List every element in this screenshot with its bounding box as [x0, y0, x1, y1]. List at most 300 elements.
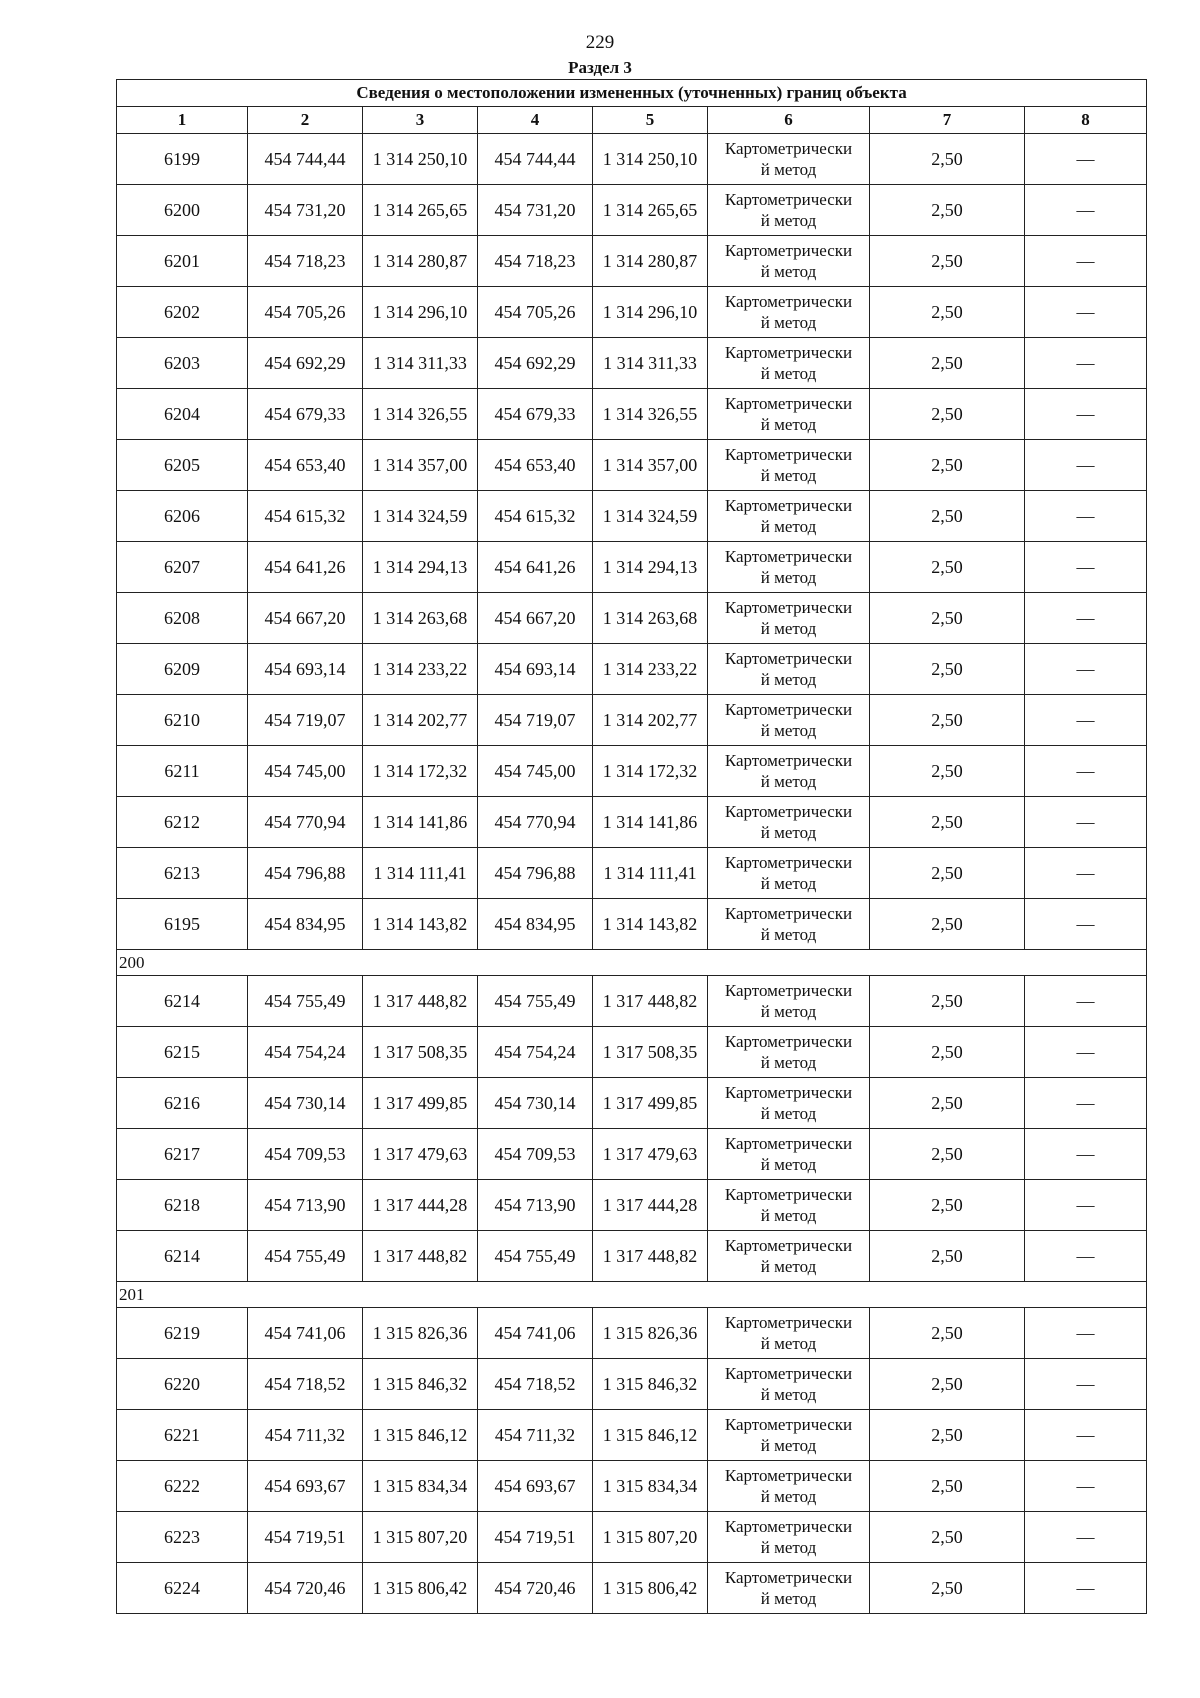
description-value: — [1025, 491, 1147, 542]
y-coordinate-refined: 1 314 324,59 [593, 491, 708, 542]
table-row [117, 797, 1147, 848]
method-line-2: й метод [760, 160, 817, 179]
x-coordinate-refined: 454 679,33 [478, 389, 593, 440]
point-number: 6212 [117, 797, 248, 848]
coordinates-table [116, 79, 1147, 1614]
x-coordinate-refined: 454 741,06 [478, 1308, 593, 1359]
y-coordinate-refined: 1 317 479,63 [593, 1129, 708, 1180]
table-row [117, 440, 1147, 491]
point-number: 6222 [117, 1461, 248, 1512]
accuracy-value: 2,50 [870, 644, 1025, 695]
point-number: 6216 [117, 1078, 248, 1129]
x-coordinate-refined: 454 693,14 [478, 644, 593, 695]
method-line-1: Картометрически [724, 343, 853, 362]
x-coordinate-existing: 454 615,32 [248, 491, 363, 542]
description-value: — [1025, 1231, 1147, 1282]
method-line-2: й метод [760, 823, 817, 842]
method-cell [708, 1231, 870, 1282]
x-coordinate-refined: 454 744,44 [478, 134, 593, 185]
y-coordinate-existing: 1 314 326,55 [363, 389, 478, 440]
description-value: — [1025, 899, 1147, 950]
description-value: — [1025, 389, 1147, 440]
description-value: — [1025, 976, 1147, 1027]
method-line-1: Картометрически [724, 853, 853, 872]
x-coordinate-refined: 454 719,07 [478, 695, 593, 746]
method-line-1: Картометрически [724, 1466, 853, 1485]
method-cell [708, 440, 870, 491]
y-coordinate-existing: 1 314 311,33 [363, 338, 478, 389]
method-line-1: Картометрически [724, 139, 853, 158]
table-body [117, 134, 1147, 1614]
point-number: 6202 [117, 287, 248, 338]
y-coordinate-existing: 1 317 444,28 [363, 1180, 478, 1231]
method-cell [708, 1078, 870, 1129]
x-coordinate-refined: 454 796,88 [478, 848, 593, 899]
method-line-1: Картометрически [724, 1134, 853, 1153]
description-value: — [1025, 1027, 1147, 1078]
method-line-2: й метод [760, 1155, 817, 1174]
accuracy-value: 2,50 [870, 1231, 1025, 1282]
method-cell [708, 593, 870, 644]
accuracy-value: 2,50 [870, 1512, 1025, 1563]
method-line-1: Картометрически [724, 1236, 853, 1255]
method-cell [708, 848, 870, 899]
method-line-2: й метод [760, 364, 817, 383]
accuracy-value: 2,50 [870, 1359, 1025, 1410]
method-line-2: й метод [760, 466, 817, 485]
y-coordinate-existing: 1 315 807,20 [363, 1512, 478, 1563]
point-number: 6224 [117, 1563, 248, 1614]
accuracy-value: 2,50 [870, 1180, 1025, 1231]
y-coordinate-refined: 1 317 448,82 [593, 976, 708, 1027]
x-coordinate-existing: 454 770,94 [248, 797, 363, 848]
accuracy-value: 2,50 [870, 134, 1025, 185]
accuracy-value: 2,50 [870, 976, 1025, 1027]
table-row [117, 695, 1147, 746]
method-line-1: Картометрически [724, 751, 853, 770]
method-line-2: й метод [760, 313, 817, 332]
x-coordinate-refined: 454 755,49 [478, 1231, 593, 1282]
y-coordinate-refined: 1 314 265,65 [593, 185, 708, 236]
point-number: 6219 [117, 1308, 248, 1359]
method-line-1: Картометрически [724, 496, 853, 515]
accuracy-value: 2,50 [870, 287, 1025, 338]
x-coordinate-existing: 454 754,24 [248, 1027, 363, 1078]
method-line-1: Картометрически [724, 292, 853, 311]
method-line-1: Картометрически [724, 649, 853, 668]
table-row [117, 848, 1147, 899]
y-coordinate-refined: 1 317 499,85 [593, 1078, 708, 1129]
point-number: 6214 [117, 1231, 248, 1282]
table-row [117, 185, 1147, 236]
accuracy-value: 2,50 [870, 848, 1025, 899]
description-value: — [1025, 848, 1147, 899]
method-cell [708, 1359, 870, 1410]
table-row [117, 746, 1147, 797]
method-cell [708, 389, 870, 440]
method-line-2: й метод [760, 874, 817, 893]
method-cell [708, 236, 870, 287]
method-line-2: й метод [760, 1589, 817, 1608]
method-line-1: Картометрически [724, 1517, 853, 1536]
y-coordinate-refined: 1 314 172,32 [593, 746, 708, 797]
y-coordinate-existing: 1 314 263,68 [363, 593, 478, 644]
y-coordinate-refined: 1 315 806,42 [593, 1563, 708, 1614]
method-line-2: й метод [760, 1538, 817, 1557]
column-header-2: 2 [248, 107, 363, 134]
point-number: 6204 [117, 389, 248, 440]
method-cell [708, 797, 870, 848]
point-number: 6221 [117, 1410, 248, 1461]
point-number: 6215 [117, 1027, 248, 1078]
table-row [117, 338, 1147, 389]
table-row [117, 593, 1147, 644]
point-number: 6195 [117, 899, 248, 950]
y-coordinate-existing: 1 314 280,87 [363, 236, 478, 287]
table-row [117, 542, 1147, 593]
y-coordinate-existing: 1 314 233,22 [363, 644, 478, 695]
x-coordinate-refined: 454 719,51 [478, 1512, 593, 1563]
method-line-1: Картометрически [724, 394, 853, 413]
method-line-1: Картометрически [724, 598, 853, 617]
y-coordinate-existing: 1 314 202,77 [363, 695, 478, 746]
page-number: 229 [585, 32, 615, 53]
method-cell [708, 695, 870, 746]
y-coordinate-refined: 1 314 111,41 [593, 848, 708, 899]
method-line-1: Картометрически [724, 1032, 853, 1051]
method-cell [708, 1308, 870, 1359]
method-line-1: Картометрически [724, 241, 853, 260]
method-line-2: й метод [760, 1487, 817, 1506]
table-caption: Сведения о местоположении измененных (уточненных) границ объекта [117, 80, 1147, 107]
method-line-2: й метод [760, 670, 817, 689]
table-row [117, 1359, 1147, 1410]
x-coordinate-existing: 454 667,20 [248, 593, 363, 644]
table-row [117, 1512, 1147, 1563]
x-coordinate-existing: 454 730,14 [248, 1078, 363, 1129]
y-coordinate-existing: 1 317 499,85 [363, 1078, 478, 1129]
table-row [117, 1461, 1147, 1512]
accuracy-value: 2,50 [870, 899, 1025, 950]
column-header-5: 5 [593, 107, 708, 134]
table-row [117, 389, 1147, 440]
description-value: — [1025, 746, 1147, 797]
method-cell [708, 644, 870, 695]
point-number: 6223 [117, 1512, 248, 1563]
y-coordinate-existing: 1 317 448,82 [363, 976, 478, 1027]
x-coordinate-refined: 454 755,49 [478, 976, 593, 1027]
group-header-row [117, 950, 1147, 976]
point-number: 6207 [117, 542, 248, 593]
y-coordinate-existing: 1 315 806,42 [363, 1563, 478, 1614]
accuracy-value: 2,50 [870, 593, 1025, 644]
x-coordinate-refined: 454 653,40 [478, 440, 593, 491]
x-coordinate-refined: 454 693,67 [478, 1461, 593, 1512]
description-value: — [1025, 236, 1147, 287]
table-caption-row [117, 80, 1147, 107]
method-line-2: й метод [760, 925, 817, 944]
table-row [117, 644, 1147, 695]
x-coordinate-refined: 454 615,32 [478, 491, 593, 542]
group-header-row [117, 1282, 1147, 1308]
y-coordinate-refined: 1 317 508,35 [593, 1027, 708, 1078]
x-coordinate-refined: 454 754,24 [478, 1027, 593, 1078]
x-coordinate-refined: 454 705,26 [478, 287, 593, 338]
y-coordinate-refined: 1 314 294,13 [593, 542, 708, 593]
y-coordinate-existing: 1 314 141,86 [363, 797, 478, 848]
table-row [117, 1078, 1147, 1129]
point-number: 6201 [117, 236, 248, 287]
y-coordinate-existing: 1 314 296,10 [363, 287, 478, 338]
point-number: 6208 [117, 593, 248, 644]
description-value: — [1025, 1129, 1147, 1180]
x-coordinate-refined: 454 692,29 [478, 338, 593, 389]
method-line-2: й метод [760, 568, 817, 587]
accuracy-value: 2,50 [870, 491, 1025, 542]
table-row [117, 491, 1147, 542]
point-number: 6214 [117, 976, 248, 1027]
y-coordinate-existing: 1 315 826,36 [363, 1308, 478, 1359]
method-line-2: й метод [760, 262, 817, 281]
method-line-1: Картометрически [724, 1415, 853, 1434]
y-coordinate-refined: 1 315 826,36 [593, 1308, 708, 1359]
x-coordinate-refined: 454 718,52 [478, 1359, 593, 1410]
x-coordinate-existing: 454 834,95 [248, 899, 363, 950]
accuracy-value: 2,50 [870, 440, 1025, 491]
x-coordinate-existing: 454 755,49 [248, 1231, 363, 1282]
accuracy-value: 2,50 [870, 746, 1025, 797]
y-coordinate-existing: 1 314 143,82 [363, 899, 478, 950]
column-number-row [117, 107, 1147, 134]
x-coordinate-existing: 454 709,53 [248, 1129, 363, 1180]
column-header-3: 3 [363, 107, 478, 134]
y-coordinate-existing: 1 314 172,32 [363, 746, 478, 797]
x-coordinate-refined: 454 718,23 [478, 236, 593, 287]
point-number: 6218 [117, 1180, 248, 1231]
method-line-2: й метод [760, 1385, 817, 1404]
method-line-2: й метод [760, 1206, 817, 1225]
y-coordinate-refined: 1 317 444,28 [593, 1180, 708, 1231]
accuracy-value: 2,50 [870, 236, 1025, 287]
method-line-2: й метод [760, 1053, 817, 1072]
x-coordinate-refined: 454 709,53 [478, 1129, 593, 1180]
accuracy-value: 2,50 [870, 389, 1025, 440]
method-cell [708, 1180, 870, 1231]
method-line-2: й метод [760, 517, 817, 536]
x-coordinate-refined: 454 711,32 [478, 1410, 593, 1461]
method-line-1: Картометрически [724, 1568, 853, 1587]
x-coordinate-existing: 454 741,06 [248, 1308, 363, 1359]
method-line-2: й метод [760, 772, 817, 791]
method-line-2: й метод [760, 1104, 817, 1123]
table-row [117, 1027, 1147, 1078]
y-coordinate-existing: 1 315 846,12 [363, 1410, 478, 1461]
y-coordinate-existing: 1 314 250,10 [363, 134, 478, 185]
y-coordinate-refined: 1 314 143,82 [593, 899, 708, 950]
point-number: 6210 [117, 695, 248, 746]
accuracy-value: 2,50 [870, 185, 1025, 236]
method-line-1: Картометрически [724, 1364, 853, 1383]
x-coordinate-existing: 454 653,40 [248, 440, 363, 491]
x-coordinate-refined: 454 731,20 [478, 185, 593, 236]
x-coordinate-refined: 454 641,26 [478, 542, 593, 593]
point-number: 6199 [117, 134, 248, 185]
method-cell [708, 1129, 870, 1180]
accuracy-value: 2,50 [870, 1410, 1025, 1461]
method-line-2: й метод [760, 1002, 817, 1021]
accuracy-value: 2,50 [870, 1027, 1025, 1078]
description-value: — [1025, 695, 1147, 746]
y-coordinate-existing: 1 314 324,59 [363, 491, 478, 542]
method-cell [708, 1410, 870, 1461]
x-coordinate-existing: 454 693,14 [248, 644, 363, 695]
description-value: — [1025, 338, 1147, 389]
description-value: — [1025, 1512, 1147, 1563]
x-coordinate-existing: 454 718,52 [248, 1359, 363, 1410]
method-cell [708, 899, 870, 950]
method-line-1: Картометрически [724, 1083, 853, 1102]
y-coordinate-refined: 1 314 311,33 [593, 338, 708, 389]
point-number: 6220 [117, 1359, 248, 1410]
method-line-2: й метод [760, 1257, 817, 1276]
x-coordinate-refined: 454 720,46 [478, 1563, 593, 1614]
table-row [117, 1308, 1147, 1359]
group-label: 200 [117, 950, 1147, 976]
method-cell [708, 287, 870, 338]
method-line-2: й метод [760, 619, 817, 638]
method-line-1: Картометрически [724, 1313, 853, 1332]
y-coordinate-existing: 1 315 846,32 [363, 1359, 478, 1410]
accuracy-value: 2,50 [870, 1461, 1025, 1512]
method-line-1: Картометрически [724, 445, 853, 464]
column-header-1: 1 [117, 107, 248, 134]
method-cell [708, 976, 870, 1027]
accuracy-value: 2,50 [870, 542, 1025, 593]
column-header-7: 7 [870, 107, 1025, 134]
y-coordinate-refined: 1 314 357,00 [593, 440, 708, 491]
method-cell [708, 491, 870, 542]
method-cell [708, 338, 870, 389]
x-coordinate-existing: 454 719,51 [248, 1512, 363, 1563]
accuracy-value: 2,50 [870, 338, 1025, 389]
x-coordinate-existing: 454 744,44 [248, 134, 363, 185]
y-coordinate-refined: 1 314 233,22 [593, 644, 708, 695]
description-value: — [1025, 440, 1147, 491]
table-row [117, 899, 1147, 950]
section-title: Раздел 3 [568, 58, 632, 77]
x-coordinate-existing: 454 641,26 [248, 542, 363, 593]
method-line-1: Картометрически [724, 1185, 853, 1204]
point-number: 6200 [117, 185, 248, 236]
x-coordinate-refined: 454 667,20 [478, 593, 593, 644]
y-coordinate-refined: 1 315 834,34 [593, 1461, 708, 1512]
accuracy-value: 2,50 [870, 1563, 1025, 1614]
point-number: 6211 [117, 746, 248, 797]
group-label: 201 [117, 1282, 1147, 1308]
y-coordinate-existing: 1 315 834,34 [363, 1461, 478, 1512]
method-cell [708, 1563, 870, 1614]
x-coordinate-refined: 454 834,95 [478, 899, 593, 950]
y-coordinate-existing: 1 317 448,82 [363, 1231, 478, 1282]
x-coordinate-existing: 454 755,49 [248, 976, 363, 1027]
accuracy-value: 2,50 [870, 797, 1025, 848]
x-coordinate-existing: 454 718,23 [248, 236, 363, 287]
table-row [117, 287, 1147, 338]
y-coordinate-existing: 1 314 294,13 [363, 542, 478, 593]
table-row [117, 1180, 1147, 1231]
method-line-2: й метод [760, 1436, 817, 1455]
method-line-1: Картометрически [724, 904, 853, 923]
description-value: — [1025, 542, 1147, 593]
table-row [117, 236, 1147, 287]
method-cell [708, 542, 870, 593]
y-coordinate-existing: 1 317 508,35 [363, 1027, 478, 1078]
x-coordinate-existing: 454 731,20 [248, 185, 363, 236]
y-coordinate-refined: 1 314 296,10 [593, 287, 708, 338]
column-header-8: 8 [1025, 107, 1147, 134]
description-value: — [1025, 134, 1147, 185]
description-value: — [1025, 1461, 1147, 1512]
y-coordinate-existing: 1 317 479,63 [363, 1129, 478, 1180]
x-coordinate-existing: 454 679,33 [248, 389, 363, 440]
description-value: — [1025, 797, 1147, 848]
method-cell [708, 746, 870, 797]
table-row [117, 134, 1147, 185]
x-coordinate-refined: 454 713,90 [478, 1180, 593, 1231]
description-value: — [1025, 644, 1147, 695]
y-coordinate-refined: 1 314 250,10 [593, 134, 708, 185]
table-row [117, 1129, 1147, 1180]
method-line-2: й метод [760, 211, 817, 230]
description-value: — [1025, 1410, 1147, 1461]
accuracy-value: 2,50 [870, 1078, 1025, 1129]
x-coordinate-existing: 454 720,46 [248, 1563, 363, 1614]
method-line-1: Картометрически [724, 190, 853, 209]
y-coordinate-refined: 1 314 263,68 [593, 593, 708, 644]
x-coordinate-refined: 454 730,14 [478, 1078, 593, 1129]
y-coordinate-refined: 1 315 846,12 [593, 1410, 708, 1461]
description-value: — [1025, 287, 1147, 338]
description-value: — [1025, 1563, 1147, 1614]
x-coordinate-existing: 454 692,29 [248, 338, 363, 389]
description-value: — [1025, 1308, 1147, 1359]
x-coordinate-refined: 454 745,00 [478, 746, 593, 797]
method-cell [708, 1512, 870, 1563]
x-coordinate-existing: 454 713,90 [248, 1180, 363, 1231]
description-value: — [1025, 593, 1147, 644]
column-header-4: 4 [478, 107, 593, 134]
table-row [117, 1410, 1147, 1461]
y-coordinate-existing: 1 314 357,00 [363, 440, 478, 491]
y-coordinate-refined: 1 317 448,82 [593, 1231, 708, 1282]
y-coordinate-refined: 1 314 202,77 [593, 695, 708, 746]
y-coordinate-existing: 1 314 111,41 [363, 848, 478, 899]
x-coordinate-existing: 454 705,26 [248, 287, 363, 338]
description-value: — [1025, 1359, 1147, 1410]
method-line-1: Картометрически [724, 547, 853, 566]
method-cell [708, 1461, 870, 1512]
accuracy-value: 2,50 [870, 1129, 1025, 1180]
description-value: — [1025, 185, 1147, 236]
x-coordinate-refined: 454 770,94 [478, 797, 593, 848]
point-number: 6205 [117, 440, 248, 491]
method-cell [708, 185, 870, 236]
method-line-2: й метод [760, 721, 817, 740]
accuracy-value: 2,50 [870, 1308, 1025, 1359]
method-line-2: й метод [760, 1334, 817, 1353]
y-coordinate-refined: 1 314 280,87 [593, 236, 708, 287]
y-coordinate-refined: 1 314 141,86 [593, 797, 708, 848]
